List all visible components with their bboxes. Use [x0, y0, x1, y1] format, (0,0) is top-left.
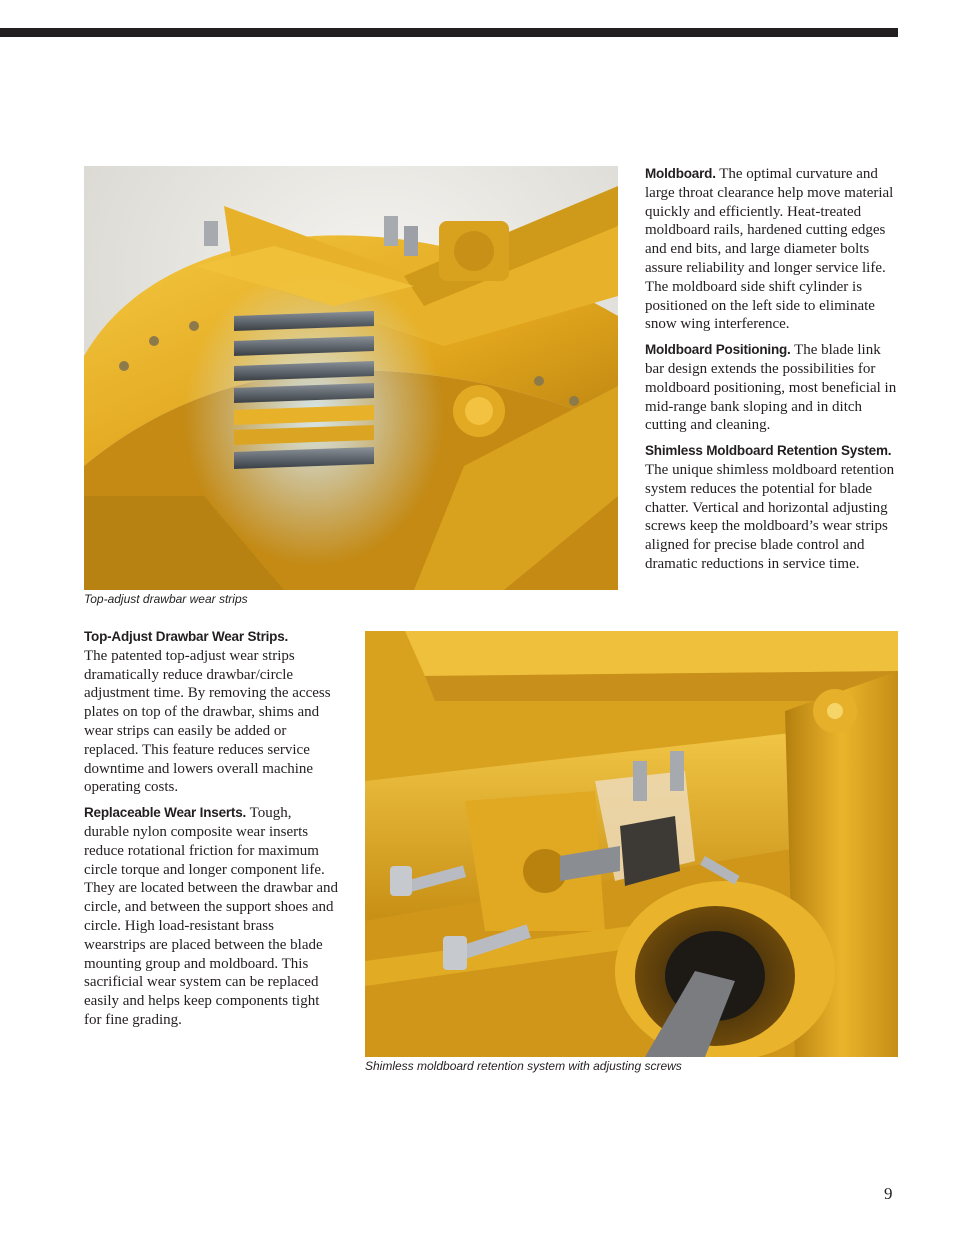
shimless-body: The unique shimless moldboard retention system reduces the potential for blade chatter. Vertical and horizontal adjusting screws keep the moldboard’s wear strips aligned for precise blade control and dramatic reductions in service time. [645, 461, 895, 572]
wear-inserts-heading: Replaceable Wear Inserts. [84, 805, 247, 821]
moldboard-body: The optimal curvature and large throat clearance help move material quickly and efficiently. Heat-treated moldboard rails, hardened cutting edges and end bits, and large diameter bolts assure reliability and longer service life. The moldboard side shift cylinder is positioned on the left side to eliminate snow wing interference. [645, 166, 894, 333]
drawbar-image-caption: Top-adjust drawbar wear strips [84, 592, 248, 606]
moldboard-positioning-paragraph [645, 341, 900, 435]
top-adjust-paragraph [84, 628, 339, 797]
wear-inserts-paragraph [84, 804, 339, 1030]
moldboard-positioning-heading: Moldboard Positioning. [645, 342, 791, 358]
top-adjust-heading: Top-Adjust Drawbar Wear Strips. [84, 629, 289, 644]
top-adjust-body: The patented top-adjust wear strips dramatically reduce drawbar/circle adjustment time. By removing the access plates on top of the drawbar, shims and wear strips can easily be added or replaced. This feature reduces service downtime and lowers overall machine operating costs. [84, 647, 331, 796]
shimless-image-caption: Shimless moldboard retention system with adjusting screws [365, 1059, 682, 1073]
shimless-retention-image [365, 631, 898, 1057]
shimless-paragraph [645, 442, 900, 574]
wear-inserts-body: Tough, durable nylon composite wear inserts reduce rotational friction for maximum circle torque and longer component life. They are located between the drawbar and circle, and between the support shoes and circle. High load-resistant brass wearstrips are placed between the blade mounting group and moldboard. This sacrificial wear system can be replaced easily and helps keep components tight for fine grading. [84, 805, 339, 1028]
moldboard-paragraph [645, 165, 900, 334]
top-rule [0, 28, 898, 37]
drawbar-wear-strips-image [84, 166, 618, 590]
moldboard-heading: Moldboard. [645, 166, 716, 181]
right-text-column [645, 165, 900, 581]
shimless-heading: Shimless Moldboard Retention System. [645, 443, 892, 459]
moldboard-positioning-body: The blade link bar design extends the possibilities for moldboard positioning, most beneficial in mid-range bank sloping and in ditch cutting and cleaning. [645, 342, 897, 434]
left-text-column [84, 628, 339, 1037]
page-number: 9 [884, 1184, 893, 1203]
